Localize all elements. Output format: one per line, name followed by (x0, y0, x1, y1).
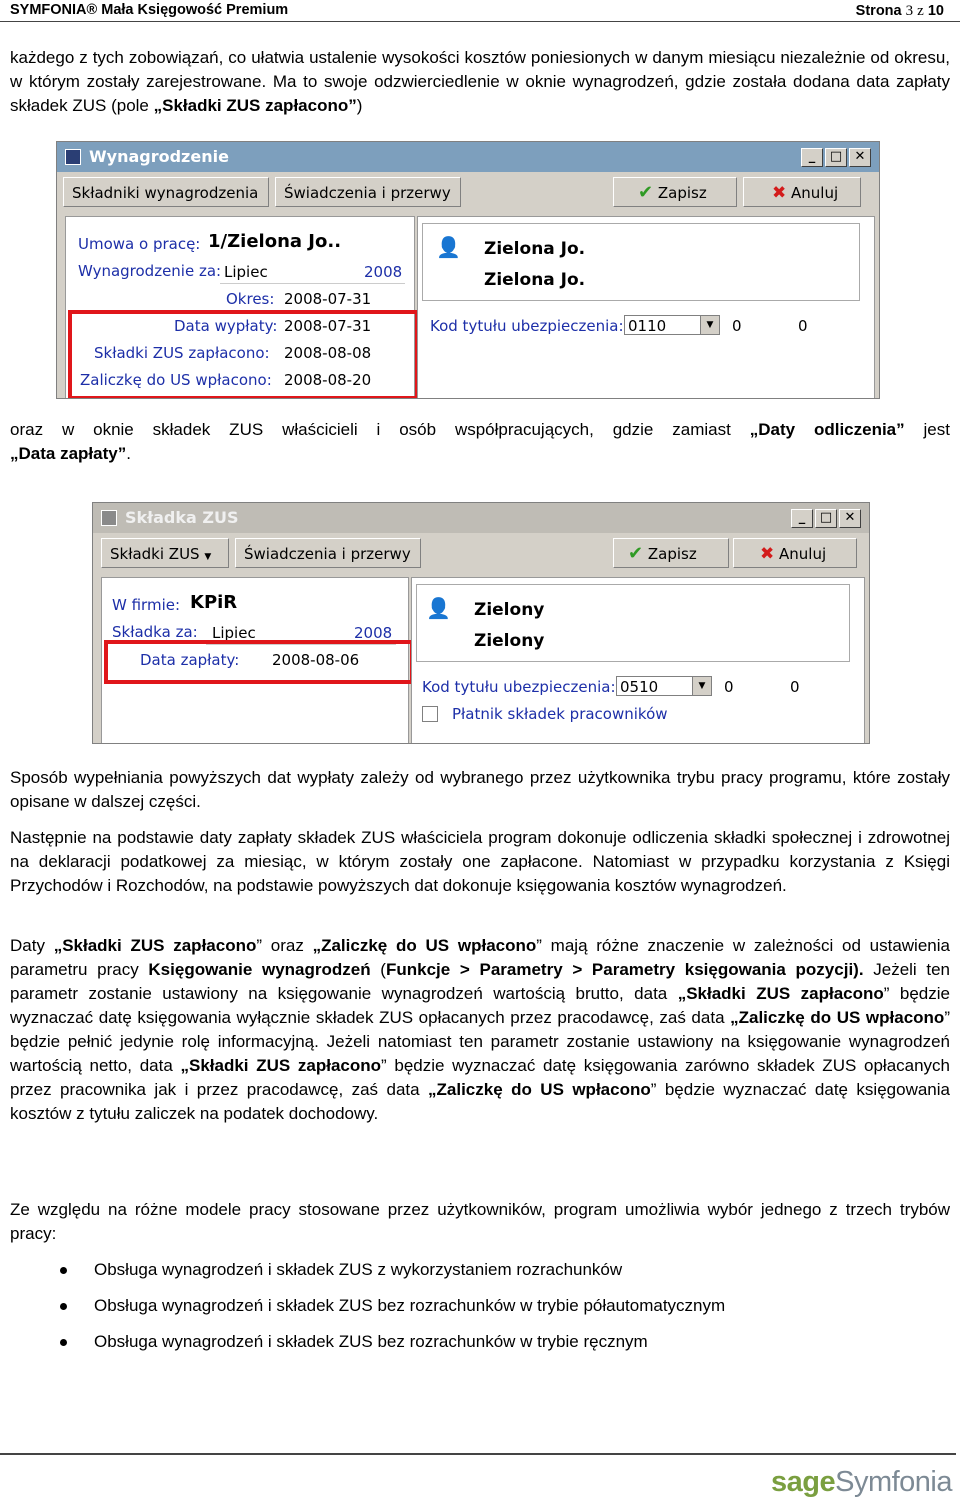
tab-swiadczenia-label: Świadczenia i przerwy (244, 545, 411, 563)
minimize-button[interactable]: _ (791, 509, 813, 528)
dropdown-arrow-icon[interactable]: ▼ (692, 677, 711, 695)
okres-value[interactable]: 2008-07-31 (284, 290, 372, 308)
save-label: Zapisz (647, 545, 697, 563)
owner-name-1: Zielony (474, 600, 545, 620)
save-button[interactable] (613, 177, 737, 207)
mode-list (58, 1252, 725, 1360)
app-icon (101, 510, 117, 526)
header-divider (0, 21, 960, 22)
minimize-button[interactable]: _ (801, 148, 823, 167)
page-of: z (917, 3, 924, 19)
kod-field-3[interactable]: 0 (798, 317, 808, 335)
close-button[interactable]: ✕ (849, 148, 871, 167)
p1-end: ) (356, 96, 363, 115)
p2-mid: jest (904, 420, 950, 439)
paragraph-6 (10, 1198, 950, 1246)
logo-sage: sage (771, 1466, 836, 1498)
p5-c: ” oraz (256, 936, 313, 955)
window-titlebar (57, 142, 879, 172)
highlight-box (68, 310, 419, 399)
p5-d: ” mają różne znaczenie w zależności od ustawienia parametru pracy (10, 936, 950, 979)
p6-text: Ze względu na różne modele pracy stosowane przez użytkowników, program umożliwia wybór jednego z trzech trybów pracy: (10, 1200, 950, 1243)
p2-bold-2: „Data zapłaty” (10, 444, 127, 463)
footer-divider (0, 1453, 956, 1455)
cancel-x-icon: ✖ (772, 183, 787, 203)
skladki-zus-label: Składki ZUS zapłacono: (94, 344, 270, 362)
wynagrodzenie-year[interactable]: 2008 (364, 263, 403, 281)
p5-b2: „Zaliczkę do US wpłacono (312, 936, 537, 955)
person-icon: 👤 (436, 235, 461, 259)
data-zaplaty-label: Data zapłaty: (140, 651, 240, 669)
tab-skladniki-label: Składniki wynagrodzenia (72, 184, 259, 202)
page-word: Strona (855, 3, 902, 19)
cancel-button[interactable] (733, 538, 857, 568)
p1-text: każdego z tych zobowiązań, co ułatwia ustalenie wysokości kosztów poniesionych w danym miesiącu niezależnie od okresu, w którym zostały zarejestrowane. Ma to swoje odzwierciedlenie w oknie wynagrodzeń, gdzie została dodana data zapłaty składek ZUS (pole (10, 48, 950, 115)
page-total: 10 (927, 3, 944, 19)
umowa-label: Umowa o pracę: (78, 235, 201, 253)
p5-b3: Księgowanie wynagrodzeń (148, 960, 371, 979)
cancel-x-icon: ✖ (760, 544, 775, 564)
page-current: 3 (905, 3, 914, 19)
kod-tytulu-select[interactable] (616, 676, 712, 696)
bullet-icon (60, 1303, 67, 1310)
platnik-checkbox[interactable] (422, 706, 438, 722)
page-number (856, 3, 944, 20)
field-underline (220, 283, 405, 284)
close-button[interactable]: ✕ (839, 509, 861, 528)
skladka-year[interactable]: 2008 (354, 624, 393, 642)
app-icon (65, 149, 81, 165)
p5-b4: Funkcje > Parametry > Parametry księgowania pozycji). (385, 960, 864, 979)
p5-i: ” będzie wyznaczać datę księgowania zarówno składek ZUS opłacanych przez pracownika jak i przez pracodawcę, zaś data (10, 1056, 951, 1099)
wynagrodzenie-month[interactable]: Lipiec (224, 263, 268, 281)
kod-tytulu-select[interactable] (624, 315, 720, 335)
p5-b8: „Zaliczkę do US wpłacono (428, 1080, 651, 1099)
paragraph-4 (10, 826, 950, 898)
p5-g: ” będzie wyznaczać datę księgowania wyłącznie składek ZUS opłacanych przez pracodawcę, zaś data (10, 984, 950, 1027)
window-titlebar (93, 503, 869, 533)
kod-field-2[interactable]: 0 (724, 678, 734, 696)
bullet-icon (60, 1267, 67, 1274)
zaliczke-us-label: Zaliczkę do US wpłacono: (80, 371, 272, 389)
logo-symfonia: Symfonia (835, 1466, 952, 1498)
tab-swiadczenia[interactable] (235, 538, 421, 568)
p2-bold-1: „Daty odliczenia” (749, 420, 905, 439)
skladki-zus-field[interactable]: 2008-08-08 (284, 344, 372, 362)
paragraph-3 (10, 766, 950, 814)
p5-b6: „Zaliczkę do US wpłacono (730, 1008, 945, 1027)
list-item-text: Obsługa wynagrodzeń i składek ZUS bez rozrachunków w trybie ręcznym (94, 1332, 648, 1351)
bullet-icon (60, 1339, 67, 1346)
wynagrodzenie-window (56, 141, 880, 399)
p5-e: ( (370, 960, 386, 979)
list-item-text: Obsługa wynagrodzeń i składek ZUS bez rozrachunków w trybie półautomatycznym (94, 1296, 726, 1315)
p3-text: Sposób wypełniania powyższych dat wypłaty zależy od wybranego przez użytkownika trybu pracy programu, które zostały opisane w dalszej części. (10, 768, 950, 811)
paragraph-2 (10, 418, 950, 442)
employee-name-2: Zielona Jo. (484, 270, 586, 290)
tab-skladki-zus[interactable] (101, 538, 229, 568)
paragraph-5 (10, 934, 950, 1126)
tab-skladki-label: Składki ZUS (110, 545, 200, 563)
cancel-button[interactable] (743, 177, 861, 207)
p5-h: ” będzie pełnić jedynie rolę informacyjną. Jeżeli natomiast ten parametr zostanie ustawiony na księgowanie wynagrodzeń wartością netto, data (10, 1008, 950, 1075)
employee-panel (417, 216, 875, 399)
p5-j: ” będzie wyznaczać datę księgowania kosztów z tytułu zaliczek na podatek dochodowy. (10, 1080, 950, 1123)
cancel-label: Anuluj (779, 545, 827, 563)
kod-field-3[interactable]: 0 (790, 678, 800, 696)
check-icon: ✔ (628, 543, 644, 564)
person-icon: 👤 (426, 596, 451, 620)
document-header-title: SYMFONIA® Mała Księgowość Premium (10, 2, 289, 18)
firma-value[interactable]: KPiR (190, 592, 238, 613)
paragraph-2-cont (10, 442, 950, 466)
zaliczke-us-field[interactable]: 2008-08-20 (284, 371, 372, 389)
owner-panel (411, 577, 865, 744)
p1-bold: „Składki ZUS zapłacono” (153, 96, 357, 115)
skladka-month[interactable]: Lipiec (212, 624, 256, 642)
skladka-za-label: Składka za: (112, 623, 198, 641)
wynagrodzenie-label: Wynagrodzenie za: (78, 262, 222, 280)
list-item (58, 1324, 725, 1360)
tab-skladniki[interactable] (63, 177, 269, 207)
p2-end: . (126, 444, 131, 463)
data-wyplaty-field[interactable]: 2008-07-31 (284, 317, 372, 335)
data-wyplaty-label: Data wypłaty: (174, 317, 278, 335)
dropdown-arrow-icon: ▼ (204, 552, 212, 562)
maximize-button[interactable]: □ (825, 148, 847, 167)
platnik-label: Płatnik składek pracowników (452, 705, 668, 723)
kod-tytulu-label: Kod tytułu ubezpieczenia: (422, 678, 616, 696)
window-title: Składka ZUS (125, 508, 239, 527)
save-button[interactable] (613, 538, 729, 568)
p2-text: oraz w oknie składek ZUS właścicieli i osób współpracujących, gdzie zamiast (10, 420, 750, 439)
kod-tytulu-value: 0510 (620, 678, 659, 696)
list-item (58, 1252, 725, 1288)
kod-tytulu-value: 0110 (628, 317, 667, 335)
dropdown-arrow-icon[interactable]: ▼ (700, 316, 719, 334)
tab-swiadczenia-label: Świadczenia i przerwy (284, 184, 451, 202)
cancel-label: Anuluj (791, 184, 839, 202)
p5-b7: „Składki ZUS zapłacono (180, 1056, 382, 1075)
p4-text: Następnie na podstawie daty zapłaty składek ZUS właściciela program dokonuje odliczenia składki społecznej i zdrowotnej na deklaracji podatkowej za miesiąc, w którym zostały one zapłacone. Natomiast w przypadku korzystania z Księgi Przychodów i Rozchodów, na podstawie powyższych dat dokonuje księgowania kosztów wynagrodzeń. (10, 828, 950, 895)
save-label: Zapisz (657, 184, 707, 202)
kod-field-2[interactable]: 0 (732, 317, 742, 335)
p5-b5: „Składki ZUS zapłacono (677, 984, 884, 1003)
skladka-zus-window (92, 502, 870, 744)
p5-f: Jeżeli ten parametr zostanie ustawiony na księgowanie wynagrodzeń wartością brutto, data (10, 960, 951, 1003)
sage-symfonia-logo (771, 1466, 952, 1499)
umowa-value[interactable]: 1/Zielona Jo.. (208, 231, 342, 252)
paragraph-1 (10, 46, 950, 118)
p5-a: Daty (10, 936, 54, 955)
firma-label: W firmie: (112, 596, 181, 614)
window-title: Wynagrodzenie (89, 147, 229, 166)
maximize-button[interactable]: □ (815, 509, 837, 528)
kod-tytulu-label: Kod tytułu ubezpieczenia: (430, 317, 624, 335)
owner-name-2: Zielony (474, 631, 545, 651)
highlight-box (104, 640, 414, 684)
employee-name-1: Zielona Jo. (484, 239, 586, 259)
data-zaplaty-field[interactable]: 2008-08-06 (272, 651, 360, 669)
check-icon: ✔ (638, 182, 654, 203)
p5-b1: „Składki ZUS zapłacono (53, 936, 257, 955)
tab-swiadczenia[interactable] (275, 177, 461, 207)
okres-label: Okres: (226, 290, 275, 308)
list-item-text: Obsługa wynagrodzeń i składek ZUS z wykorzystaniem rozrachunków (94, 1260, 623, 1279)
list-item (58, 1288, 725, 1324)
